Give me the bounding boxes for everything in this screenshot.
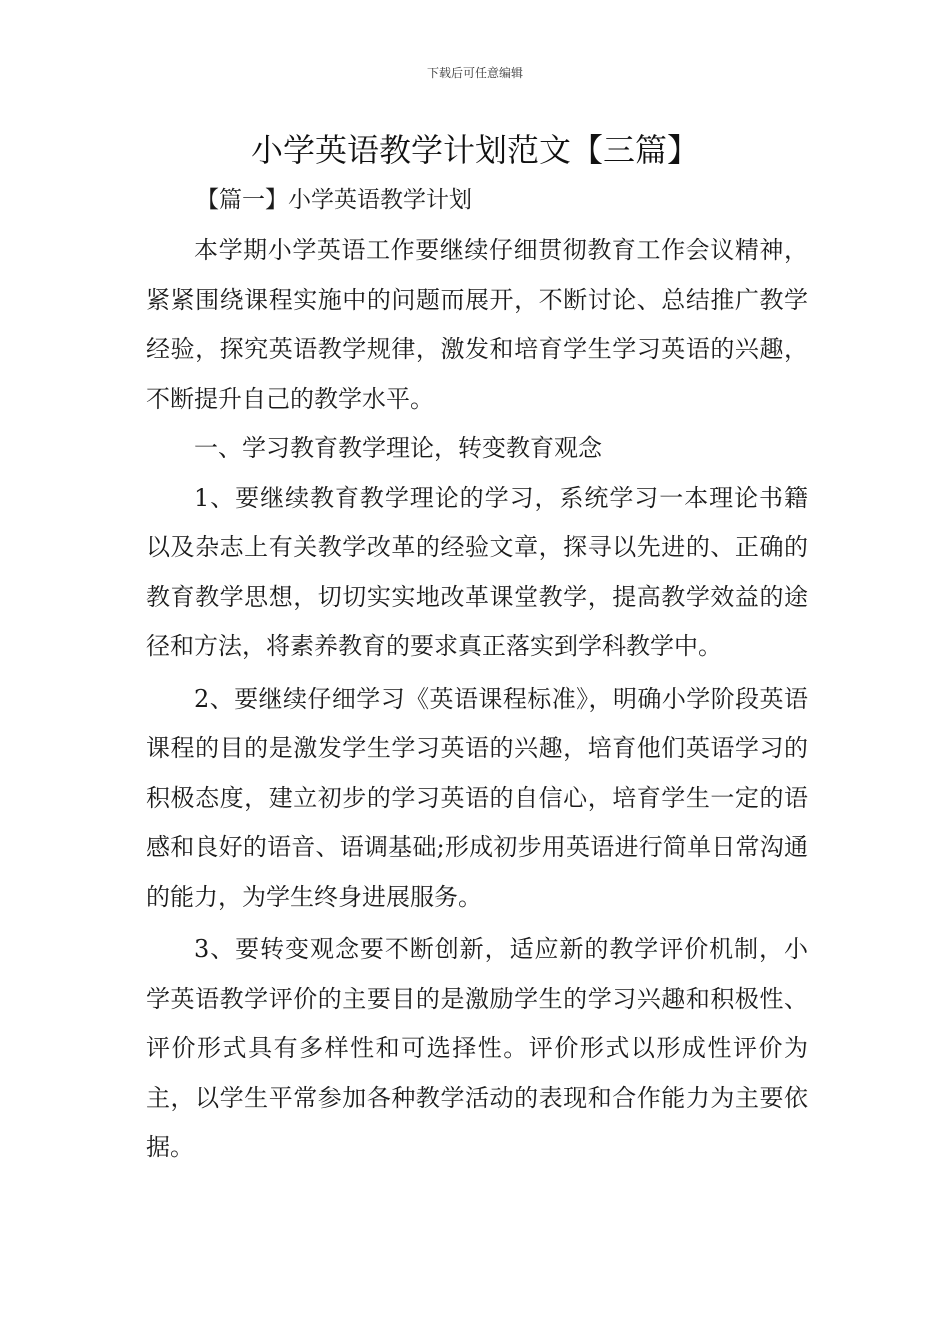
section-heading: 【篇一】小学英语教学计划	[196, 187, 472, 213]
header-note: 下载后可任意编辑	[426, 66, 523, 80]
paragraph-item-2: 2、要继续仔细学习《英语课程标准》，明确小学阶段英语课程的目的是激发学生学习英语的兴趣，培育他们英语学习的积极态度，建立初步的学习英语的自信心，培育学生一定的语感和良好的语音、语调基础;形成初步用英语进行简单日常沟通的能力，为学生终身进展服务。	[146, 684, 808, 911]
paragraph-item-3: 3、要转变观念要不断创新，适应新的教学评价机制，小学英语教学评价的主要目的是激励学生的学习兴趣和积极性、评价形式具有多样性和可选择性。评价形式以形成性评价为主，以学生平常参加各种教学活动的表现和合作能力为主要依据。	[146, 935, 808, 1161]
document-body	[146, 226, 808, 1173]
paragraph-heading-1: 一、学习教育教学理论，转变教育观念	[194, 434, 602, 462]
paragraph-intro: 本学期小学英语工作要继续仔细贯彻教育工作会议精神，紧紧围绕课程实施中的问题而展开，不断讨论、总结推广教学经验，探究英语教学规律，激发和培育学生学习英语的兴趣，不断提升自己的教学水平。	[146, 236, 808, 413]
paragraph-item-1: 1、要继续教育教学理论的学习，系统学习一本理论书籍以及杂志上有关教学改革的经验文章，探寻以先进的、正确的教育教学思想，切切实实地改革课堂教学，提高教学效益的途径和方法，将素养教育的要求真正落实到学科教学中。	[146, 483, 808, 660]
document-title: 小学英语教学计划范文【三篇】	[250, 131, 699, 169]
